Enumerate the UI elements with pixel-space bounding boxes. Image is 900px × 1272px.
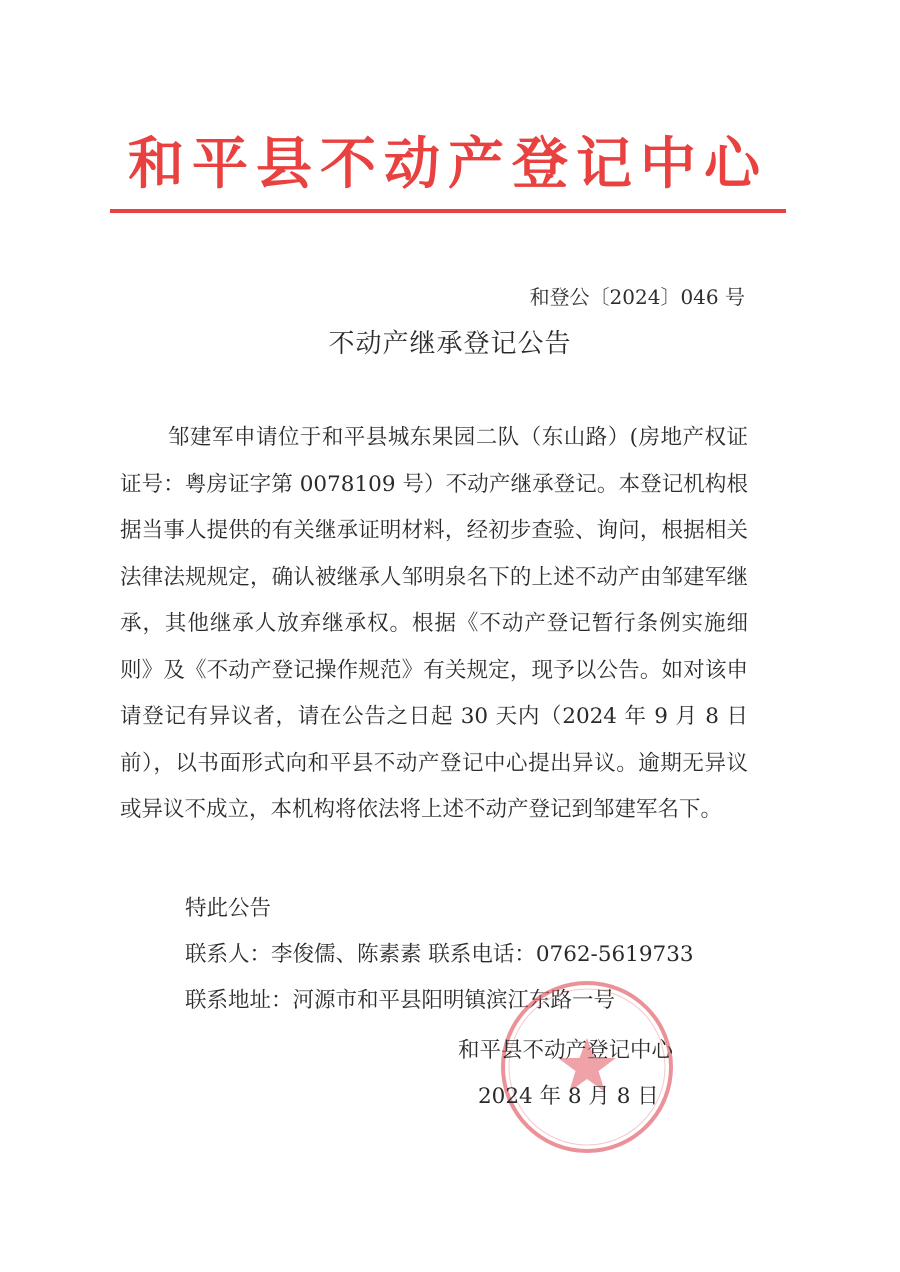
star-seal-icon (498, 978, 676, 1156)
closing-phrase: 特此公告 (185, 896, 272, 921)
document-number: 和登公〔2024〕046 号 (529, 285, 745, 309)
document-title: 不动产继承登记公告 (328, 329, 572, 359)
contact-line: 联系人：李俊儒、陈素素 联系电话：0762-5619733 (185, 942, 694, 967)
signature-date: 2024 年 8 月 8 日 (478, 1084, 659, 1109)
masthead-title: 和平县不动产登记中心 (128, 131, 768, 197)
address-line: 联系地址：河源市和平县阳明镇滨江东路一号 (185, 988, 616, 1013)
masthead-red-rule (110, 209, 786, 213)
signature-organization: 和平县不动产登记中心 (458, 1038, 674, 1063)
document-body: 邹建军申请位于和平县城东果园二队（东山路）(房地产权证证号：粤房证字第 0078109 号）不动产继承登记。本登记机构根据当事人提供的有关继承证明材料，经初步查验、询问，根据相关法律法规规定，确认被继承人邹明泉名下的上述不动产由邹建军继承，其他继承人放弃继承权。根据《不动产登记暂行条例实施细则》及《不动产登记操作规范》有关规定，现予以公告。如对该申请登记有异议者，请在公告之日起 30 天内（2024 年 9 月 8 日前），以书面形式向和平县不动产登记中心提出异议。逾期无异议或异议不成立，本机构将依法将上述不动产登记到邹建军名下。 (120, 425, 748, 822)
